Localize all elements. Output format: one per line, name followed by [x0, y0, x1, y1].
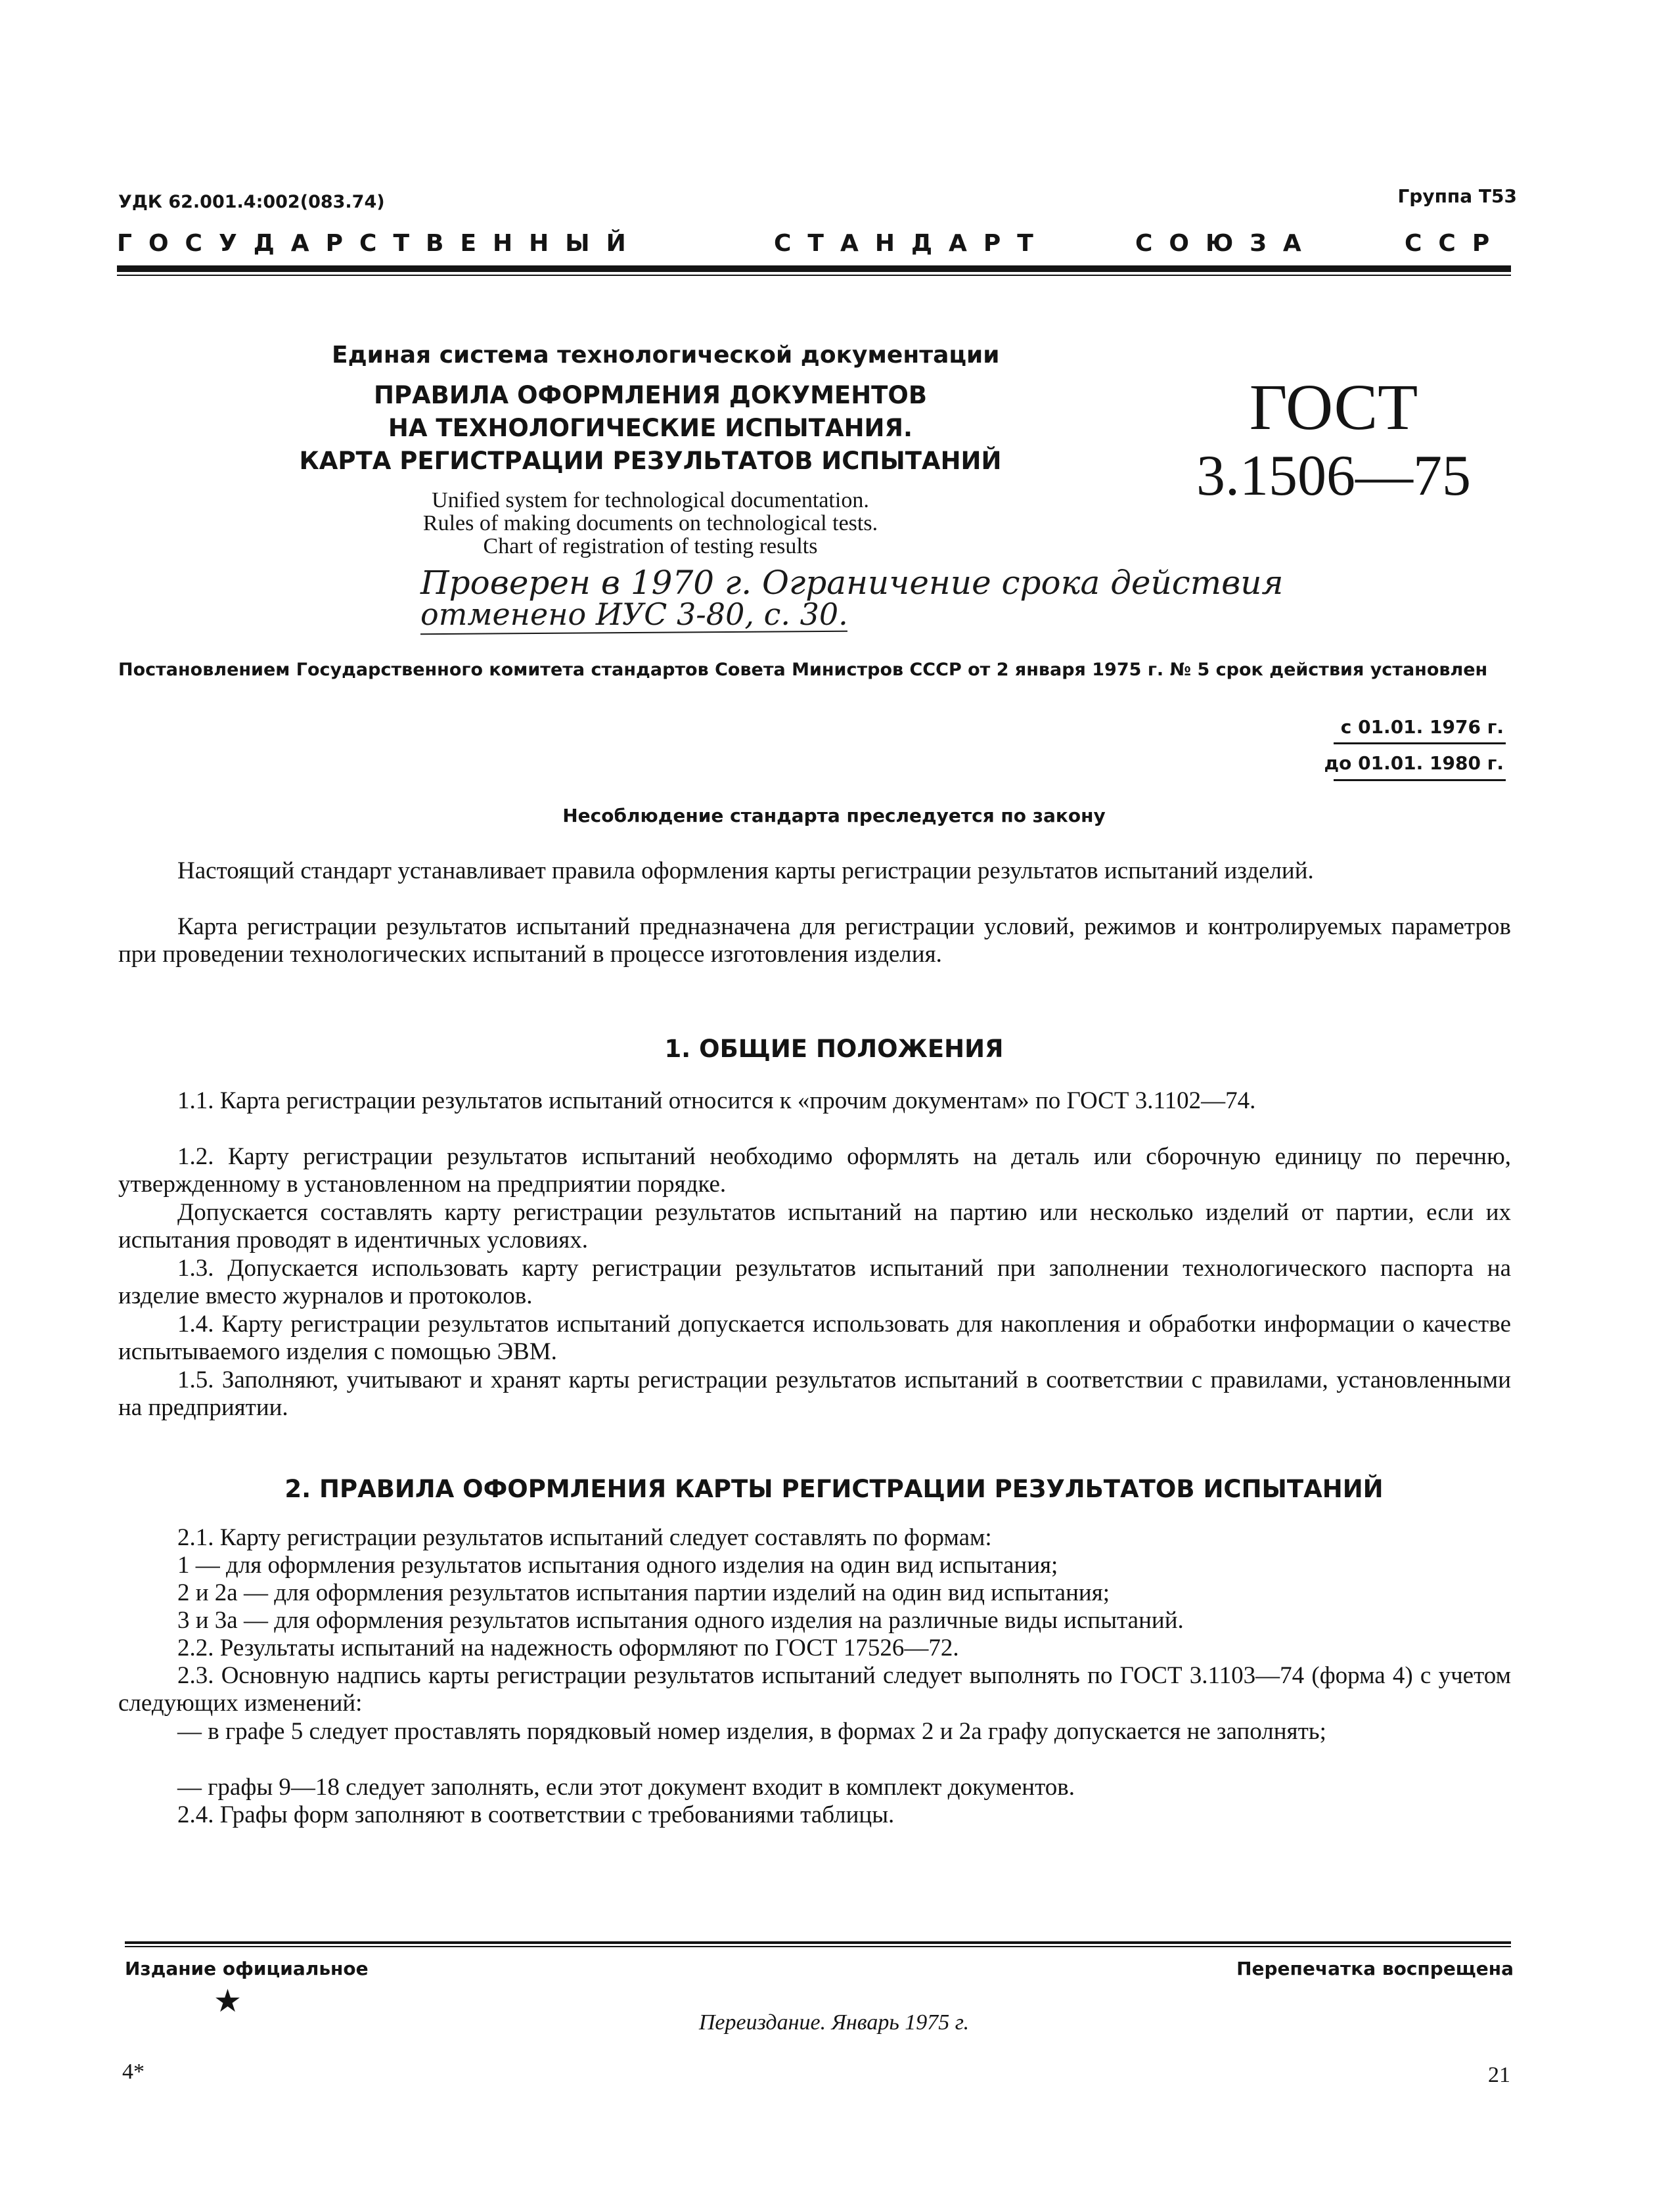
banner-word-state: ГОСУДАРСТВЕННЫЙ: [117, 230, 642, 257]
gost-label: ГОСТ: [1249, 371, 1418, 443]
title-line-2: НА ТЕХНОЛОГИЧЕСКИЕ ИСПЫТАНИЯ.: [388, 414, 913, 442]
header-rule-thin: [117, 275, 1511, 276]
intro-paragraph-1: Настоящий стандарт устанавливает правила оформления карты регистрации результатов испытаний изделий.: [177, 857, 1314, 884]
handwritten-note-line-2: отменено ИУС 3-80, с. 30.: [420, 597, 848, 632]
clause-2-2: 2.2. Результаты испытаний на надежность оформляют по ГОСТ 17526—72.: [177, 1635, 959, 1661]
clause-1-3: 1.3. Допускается использовать карту регистрации результатов испытаний при заполнении технологического паспорта на изделие вместо журналов и протоколов.: [118, 1255, 1511, 1309]
page-number: 21: [1488, 2063, 1510, 2087]
reissue-note: Переиздание. Январь 1975 г.: [698, 2010, 970, 2035]
section-2-heading: 2. ПРАВИЛА ОФОРМЛЕНИЯ КАРТЫ РЕГИСТРАЦИИ РЕЗУЛЬТАТОВ ИСПЫТАНИЙ: [284, 1475, 1384, 1503]
signature-mark: 4*: [122, 2060, 145, 2084]
footer-rule: [125, 1941, 1511, 1944]
validity-date-from: с 01.01. 1976 г.: [1340, 716, 1504, 738]
date-rule-2: [1334, 779, 1506, 781]
clause-1-2: 1.2. Карту регистрации результатов испытаний необходимо оформлять на деталь или сборочную единицу по перечню, утвержденному в установленном на предприятии порядке.: [118, 1143, 1511, 1198]
clause-1-1: 1.1. Карта регистрации результатов испытаний относится к «прочим документам» по ГОСТ 3.1102—74.: [177, 1087, 1256, 1114]
validity-date-to: до 01.01. 1980 г.: [1324, 752, 1504, 774]
clause-2-3-item-1: — в графе 5 следует проставлять порядковый номер изделия, в формах 2 и 2а графу допускается не заполнять;: [177, 1718, 1326, 1745]
title-line-3: КАРТА РЕГИСТРАЦИИ РЕЗУЛЬТАТОВ ИСПЫТАНИЙ: [299, 447, 1002, 475]
english-title-1: Unified system for technological documentation.: [432, 488, 869, 512]
section-1-heading: 1. ОБЩИЕ ПОЛОЖЕНИЯ: [664, 1035, 1004, 1063]
state-standard-banner: [117, 230, 1511, 263]
banner-word-union: СОЮЗА: [1135, 230, 1318, 257]
udk-code: УДК 62.001.4:002(083.74): [118, 192, 385, 212]
title-line-1: ПРАВИЛА ОФОРМЛЕНИЯ ДОКУМЕНТОВ: [373, 381, 928, 409]
gost-number: 3.1506—75: [1196, 444, 1471, 508]
banner-word-ussr: ССР: [1405, 230, 1506, 257]
form-1-item: 1 — для оформления результатов испытания одного изделия на один вид испытания;: [177, 1552, 1058, 1579]
reprint-prohibited: Перепечатка воспрещена: [1236, 1958, 1514, 1979]
star-icon: ★: [214, 1983, 242, 2020]
clause-1-5: 1.5. Заполняют, учитывают и хранят карты регистрации результатов испытаний в соответствии с правилами, установленными на предприятии.: [118, 1366, 1511, 1421]
legal-notice: Несоблюдение стандарта преследуется по закону: [562, 805, 1106, 826]
form-3-item: 3 и 3а — для оформления результатов испытания одного изделия на различные виды испытаний.: [177, 1607, 1184, 1634]
date-rule-1: [1334, 742, 1506, 744]
intro-paragraph-2: Карта регистрации результатов испытаний предназначена для регистрации условий, режимов и контролируемых параметров при проведении технологических испытаний в процессе изготовления изделия.: [118, 913, 1511, 968]
clause-2-1: 2.1. Карту регистрации результатов испытаний следует составлять по формам:: [177, 1524, 992, 1551]
footer-rule-thin: [125, 1946, 1511, 1947]
english-title-2: Rules of making documents on technological tests.: [422, 511, 878, 535]
header-rule-thick: [117, 265, 1511, 272]
english-title-3: Chart of registration of testing results: [483, 534, 818, 558]
clause-2-3-item-2: — графы 9—18 следует заполнять, если этот документ входит в комплект документов.: [177, 1774, 1075, 1801]
banner-word-standard: СТАНДАРТ: [774, 230, 1050, 257]
official-edition: Издание официальное: [125, 1958, 369, 1979]
clause-2-4: 2.4. Графы форм заполняют в соответствии с требованиями таблицы.: [177, 1801, 895, 1828]
group-code: Группа Т53: [1397, 185, 1517, 207]
clause-1-4: 1.4. Карту регистрации результатов испытаний допускается использовать для накопления и обработки информации о качестве испытываемого изделия с помощью ЭВМ.: [118, 1311, 1511, 1365]
form-2-item: 2 и 2а — для оформления результатов испытания партии изделий на один вид испытания;: [177, 1579, 1110, 1606]
clause-1-2-note: Допускается составлять карту регистрации результатов испытаний на партию или несколько изделий от партии, если их испытания проводят в идентичных условиях.: [118, 1199, 1511, 1253]
handwritten-note-line-1: Проверен в 1970 г. Ограничение срока действия: [420, 564, 1284, 602]
system-name: Единая система технологической документации: [332, 342, 1000, 369]
clause-2-3: 2.3. Основную надпись карты регистрации результатов испытаний следует выполнять по ГОСТ 3.1103—74 (форма 4) с учетом следующих изменений:: [118, 1662, 1511, 1717]
decree-text: Постановлением Государственного комитета стандартов Совета Министров СССР от 2 января 1975 г. № 5 срок действия установлен: [118, 660, 1488, 680]
